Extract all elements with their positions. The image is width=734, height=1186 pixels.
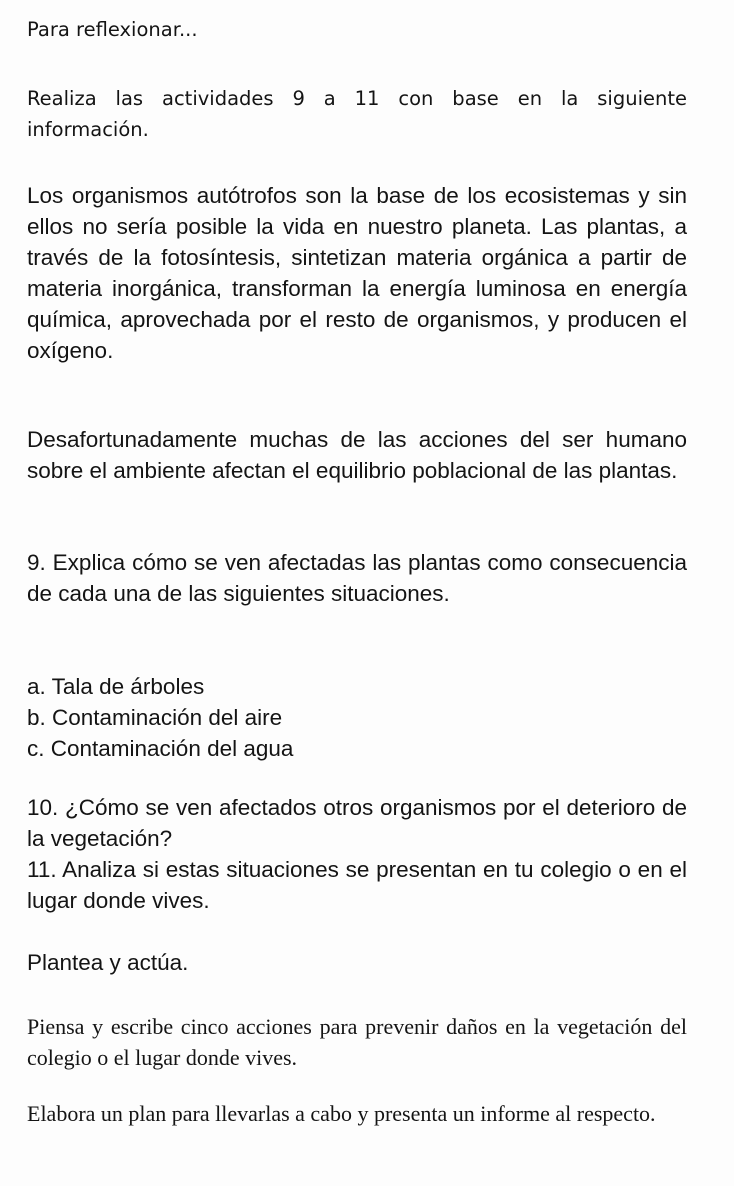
question-10: 10. ¿Cómo se ven afectados otros organismos por el deterioro de la vegetación?	[27, 795, 687, 851]
question-11: 11. Analiza si estas situaciones se presentan en tu colegio o en el lugar donde vives.	[27, 857, 687, 913]
heading: Para reflexionar...	[27, 18, 198, 41]
task-elabora: Elabora un plan para llevarlas a cabo y presenta un informe al respecto.	[27, 1101, 656, 1126]
situation-item: c. Contaminación del agua	[27, 736, 294, 761]
question-9: 9. Explica cómo se ven afectadas las plantas como consecuencia de cada una de las siguientes situaciones.	[27, 550, 687, 606]
paragraph-acciones-humanas: Desafortunadamente muchas de las acciones del ser humano sobre el ambiente afectan el equilibrio poblacional de las plantas.	[27, 427, 687, 483]
subheading: Plantea y actúa.	[27, 950, 189, 975]
situation-item: a. Tala de árboles	[27, 674, 205, 699]
situation-item: b. Contaminación del aire	[27, 705, 283, 730]
situations-list	[27, 671, 687, 764]
instruction: Realiza las actividades 9 a 11 con base en la siguiente información.	[27, 87, 687, 141]
task-piensa: Piensa y escribe cinco acciones para prevenir daños en la vegetación del colegio o el lugar donde vives.	[27, 1014, 687, 1070]
paragraph-autotrofos: Los organismos autótrofos son la base de los ecosistemas y sin ellos no sería posible la vida en nuestro planeta. Las plantas, a través de la fotosíntesis, sintetizan materia orgánica a partir de materia inorgánica, transforman la energía luminosa en energía química, aprovechada por el resto de organismos, y producen el oxígeno.	[27, 183, 687, 363]
